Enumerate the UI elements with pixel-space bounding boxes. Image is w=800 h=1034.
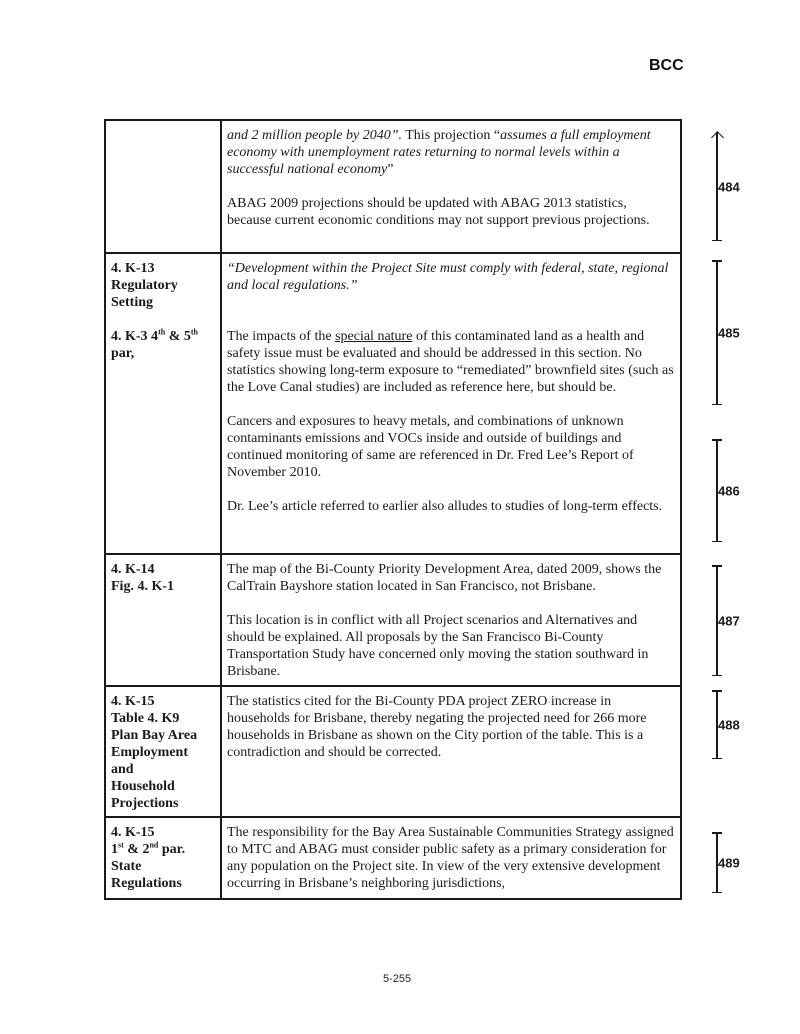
reference-line: Setting — [111, 295, 153, 310]
comment-bracket-485 — [712, 260, 740, 405]
reference-line: Table 4. K9 — [111, 711, 180, 726]
comment-number: 487 — [718, 613, 740, 628]
reference-line: 4. K-15 — [111, 694, 155, 709]
comment-paragraph: and 2 million people by 2040”. This projection “assumes a full employment economy with unemployment rates returning to normal levels within a successful national economy” — [227, 128, 651, 177]
reference-line: and — [111, 762, 134, 777]
comment-paragraph: The statistics cited for the Bi-County PDA project ZERO increase in households for Brisbane, thereby negating the projected need for 266 more households in Brisbane as shown on the City portion of the table. This is a contradiction and should be corrected. — [227, 694, 647, 760]
comment-paragraph: The responsibility for the Bay Area Sustainable Communities Strategy assigned to MTC and ABAG must consider public safety as a primary consideration for any population on the Project site. In view of the very extensive development occurring in Brisbane’s neighboring jurisdictions, — [227, 825, 674, 891]
comment-paragraph: ABAG 2009 projections should be updated with ABAG 2013 statistics, because current economic conditions may not support previous projections. — [227, 196, 650, 228]
comment-number: 485 — [718, 325, 740, 340]
reference-cell — [105, 120, 221, 253]
table-row — [105, 120, 681, 253]
comment-number: 486 — [718, 483, 740, 498]
table-row — [105, 817, 681, 899]
comment-cell — [221, 686, 681, 817]
comment-number: 488 — [718, 717, 740, 732]
arrow-up-icon — [711, 131, 724, 144]
reference-cell — [105, 817, 221, 899]
reference-line: Regulatory — [111, 278, 178, 293]
comment-cell — [221, 120, 681, 253]
comment-bracket-484 — [712, 132, 740, 241]
reference-line: Fig. 4. K-1 — [111, 579, 174, 594]
comment-paragraph: The map of the Bi-County Priority Development Area, dated 2009, shows the CalTrain Bayshore station located in San Francisco, not Brisbane. — [227, 562, 662, 594]
reference-cell — [105, 686, 221, 817]
comment-paragraph: “Development within the Project Site must comply with federal, state, regional and local regulations.” — [227, 261, 669, 293]
reference-line: 1st & 2nd par. — [111, 840, 186, 857]
comment-paragraph: Dr. Lee’s article referred to earlier also alludes to studies of long-term effects. — [227, 499, 663, 514]
comment-bracket-486 — [712, 439, 740, 542]
reference-line: 4. K-3 4th & 5th — [111, 327, 198, 344]
comment-bracket-488 — [712, 690, 740, 759]
reference-line: Household — [111, 779, 175, 794]
reference-line: State — [111, 859, 142, 874]
reference-line: 4. K-14 — [111, 562, 155, 577]
comment-paragraph: The impacts of the special nature of this contaminated land as a health and safety issue must be evaluated and should be addressed in this section. No statistics showing long-term exposure to “remediated” brownfield sites (such as the Love Canal studies) are included as reference here, but should be. — [227, 329, 674, 395]
comment-bracket-487 — [712, 565, 740, 676]
document-header-tag: BCC — [649, 57, 684, 74]
reference-line: Employment — [111, 745, 188, 760]
reference-line: 4. K-13 — [111, 261, 155, 276]
comment-table — [104, 119, 682, 900]
table-row — [105, 253, 681, 554]
reference-line: Regulations — [111, 876, 182, 891]
comment-cell — [221, 554, 681, 686]
table-row — [105, 554, 681, 686]
comment-paragraph: Cancers and exposures to heavy metals, and combinations of unknown contaminants emissions and VOCs inside and outside of buildings and continued monitoring of same are referenced in Dr. Fred Lee’s Report of November 2010. — [227, 414, 634, 480]
comment-number: 484 — [718, 179, 740, 194]
comment-bracket-489 — [712, 832, 740, 893]
reference-line: Projections — [111, 796, 179, 811]
table-row — [105, 686, 681, 817]
reference-line: 4. K-15 — [111, 825, 155, 840]
reference-cell — [105, 253, 221, 554]
reference-line: par, — [111, 346, 135, 361]
comment-paragraph: This location is in conflict with all Project scenarios and Alternatives and should be explained. All proposals by the San Francisco Bi-County Transportation Study have concerned only moving the station southward in Brisbane. — [227, 613, 649, 679]
reference-cell — [105, 554, 221, 686]
page-number: 5-255 — [383, 973, 412, 985]
comment-cell — [221, 817, 681, 899]
comment-cell — [221, 253, 681, 554]
comment-number: 489 — [718, 855, 740, 870]
reference-line: Plan Bay Area — [111, 728, 198, 743]
